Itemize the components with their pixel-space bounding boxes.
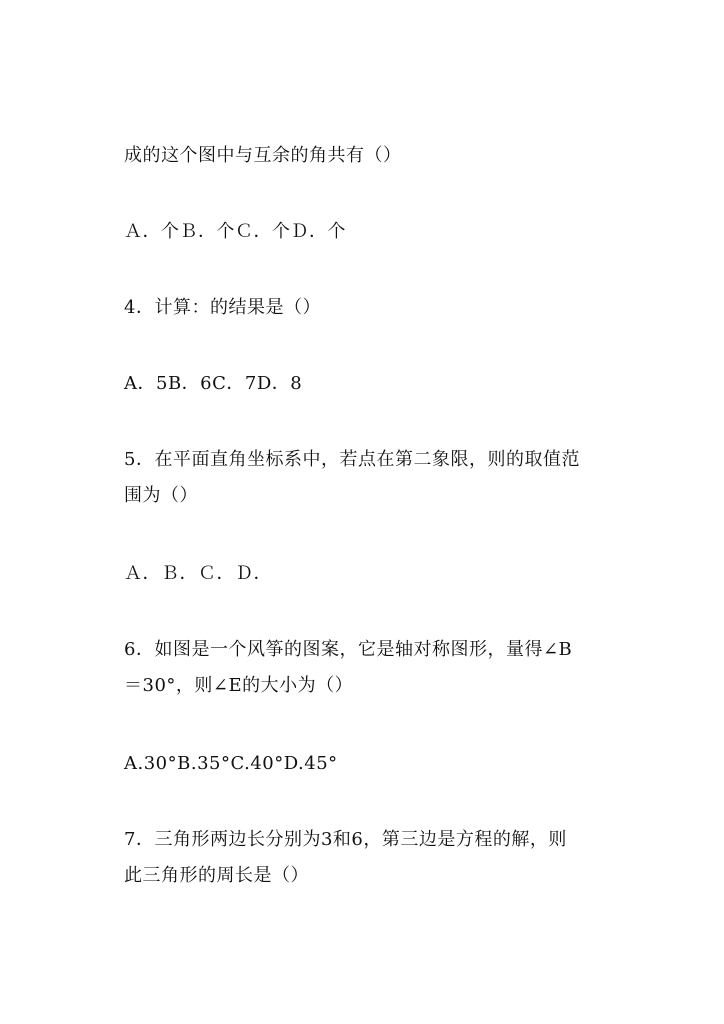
question-7-stem-line-1: 7．三角形两边长分别为3和6，第三边是方程的解，则 bbox=[124, 829, 567, 850]
question-5-options: Ａ．Ｂ．Ｃ．Ｄ． bbox=[124, 563, 272, 584]
question-5-stem-line-1: 5．在平面直角坐标系中，若点在第二象限，则的取值范 bbox=[124, 449, 580, 470]
question-3-stem-continuation: 成的这个图中与互余的角共有（） bbox=[124, 145, 402, 166]
question-4-options: A．5B．6C．7D．8 bbox=[124, 373, 303, 394]
question-5-stem-line-2: 围为（） bbox=[124, 485, 198, 506]
question-6-stem-line-1: 6．如图是一个风筝的图案，它是轴对称图形，量得∠B bbox=[124, 639, 573, 660]
question-6-options: A.30°B.35°C.40°D.45° bbox=[124, 753, 338, 774]
question-4-stem: 4．计算：的结果是（） bbox=[124, 297, 321, 318]
question-6-stem-line-2: ＝30°，则∠E的大小为（） bbox=[124, 675, 354, 696]
question-3-options: Ａ．个Ｂ．个Ｃ．个Ｄ．个 bbox=[124, 221, 346, 242]
question-7-stem-line-2: 此三角形的周长是（） bbox=[124, 865, 309, 886]
